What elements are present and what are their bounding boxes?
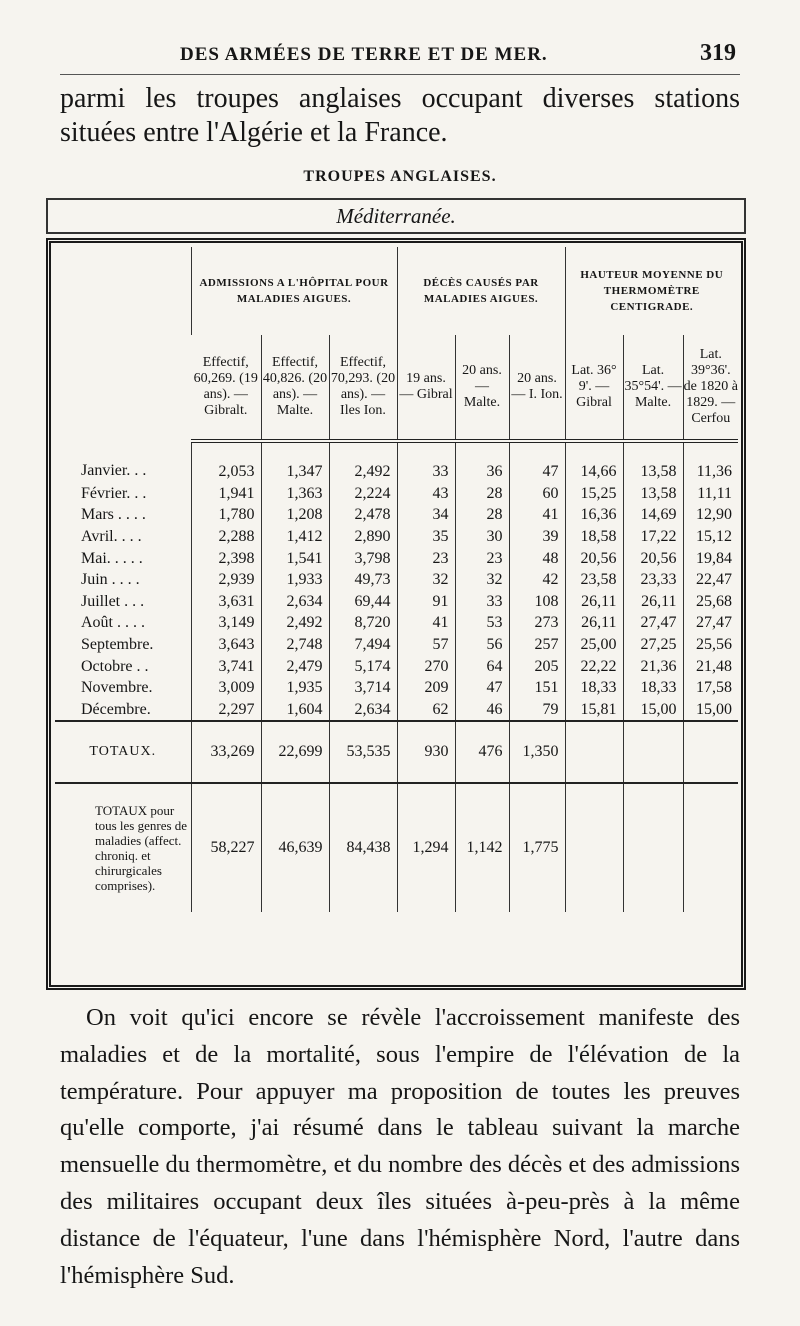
table-cell: 27,25 (623, 634, 683, 656)
table-cell: 42 (509, 569, 565, 591)
month-label: Janvier. . . (81, 462, 147, 480)
table-cell: 22,47 (683, 569, 738, 591)
table-cell: 18,33 (565, 677, 623, 699)
table-cell: 47 (455, 677, 509, 699)
table-cell: 19,84 (683, 547, 738, 569)
table-cell: 43 (397, 483, 455, 505)
table-row (55, 677, 738, 699)
month-label: Octobre . . (81, 657, 149, 675)
outro-paragraph (60, 1000, 740, 1294)
table-cell: 27,47 (683, 612, 738, 634)
table-cell: 91 (397, 591, 455, 613)
table-cell: 11,36 (683, 441, 738, 483)
table-row (55, 591, 738, 613)
table-cell: 151 (509, 677, 565, 699)
table-cell: 20,56 (565, 547, 623, 569)
table-cell: 17,22 (623, 526, 683, 548)
table-cell: 1,347 (261, 441, 329, 483)
table-cell: 3,149 (191, 612, 261, 634)
table-cell: 1,775 (509, 783, 565, 912)
column-header: Lat. 36° 9'. — Gibral (565, 335, 623, 441)
table-cell: 2,479 (261, 655, 329, 677)
totals-row (55, 721, 738, 783)
table-cell: 7,494 (329, 634, 397, 656)
table-cell: 49,73 (329, 569, 397, 591)
table-cell: 14,69 (623, 504, 683, 526)
month-label: Mai. . . . . (81, 549, 143, 567)
table-cell: 30 (455, 526, 509, 548)
month-rows (55, 441, 738, 721)
table-cell: 20,56 (623, 547, 683, 569)
table-cell: 476 (455, 721, 509, 783)
table-cell: 64 (455, 655, 509, 677)
page-number: 319 (700, 40, 736, 66)
table-cell: 11,11 (683, 483, 738, 505)
table-cell: 41 (509, 504, 565, 526)
table-row (55, 699, 738, 722)
table-cell: 15,81 (565, 699, 623, 722)
table-cell: 1,294 (397, 783, 455, 912)
table-cell: 25,68 (683, 591, 738, 613)
table-cell: 36 (455, 441, 509, 483)
table-cell: 17,58 (683, 677, 738, 699)
table-cell: 1,933 (261, 569, 329, 591)
table-cell: 15,12 (683, 526, 738, 548)
table-cell: 46 (455, 699, 509, 722)
column-header: 19 ans. — Gibral (397, 335, 455, 441)
table-cell: 23 (455, 547, 509, 569)
table-subtitle-bar (46, 198, 746, 234)
table-cell: 2,748 (261, 634, 329, 656)
table-cell: 3,741 (191, 655, 261, 677)
table-cell-empty (623, 783, 683, 912)
table-cell: 12,90 (683, 504, 738, 526)
table-cell: 28 (455, 483, 509, 505)
table-cell: 26,11 (565, 591, 623, 613)
table-cell: 62 (397, 699, 455, 722)
table-cell: 2,053 (191, 441, 261, 483)
table-cell: 2,634 (329, 699, 397, 722)
table-cell: 270 (397, 655, 455, 677)
table-cell: 205 (509, 655, 565, 677)
table-cell: 3,009 (191, 677, 261, 699)
running-title: DES ARMÉES DE TERRE ET DE MER. (180, 44, 548, 65)
table-cell: 79 (509, 699, 565, 722)
intro-paragraph: parmi les troupes anglaises occupant diverses stations situées entre l'Algérie et la France. (60, 83, 740, 148)
temperature-group-header: HAUTEUR MOYENNE DU THERMOMÈTRE CENTIGRADE. (565, 247, 738, 335)
table-cell: 273 (509, 612, 565, 634)
column-header: Effectif, 70,293. (20 ans). — Iles Ion. (329, 335, 397, 441)
table-cell: 16,36 (565, 504, 623, 526)
table-cell: 2,288 (191, 526, 261, 548)
month-label: Août . . . . (81, 614, 145, 632)
table-cell: 33 (455, 591, 509, 613)
outro-text: On voit qu'ici encore se révèle l'accroissement manifeste des maladies et de la mortalité, sous l'empire de l'élévation de la température. Pour appuyer ma proposition de toutes les preuves qu'elle comporte, j'ai résumé dans le tableau suivant la marche mensuelle du thermomètre, et du nombre des décès et des admissions des militaires occupant deux îles situées à-peu-près à la même distance de l'équateur, l'une dans l'hémisphère Nord, l'autre dans l'hémisphère Sud. (60, 1004, 740, 1289)
month-label: Novembre. (81, 679, 153, 697)
table-cell: 21,36 (623, 655, 683, 677)
table-cell: 27,47 (623, 612, 683, 634)
table-cell: 1,208 (261, 504, 329, 526)
table-cell-empty (623, 721, 683, 783)
table-cell: 1,363 (261, 483, 329, 505)
table-cell: 32 (455, 569, 509, 591)
table-cell: 18,58 (565, 526, 623, 548)
table-cell: 2,224 (329, 483, 397, 505)
table-group-header-row (55, 247, 738, 335)
table-cell: 53 (455, 612, 509, 634)
table-cell-empty (683, 721, 738, 783)
table-cell: 2,492 (261, 612, 329, 634)
table-row (55, 569, 738, 591)
table-cell: 1,941 (191, 483, 261, 505)
table-cell-empty (565, 721, 623, 783)
table-cell: 18,33 (623, 677, 683, 699)
table-cell: 13,58 (623, 483, 683, 505)
table-row (55, 504, 738, 526)
deces-group-header: DÉCÈS CAUSÉS PAR MALADIES AIGUES. (397, 247, 565, 335)
table-cell: 46,639 (261, 783, 329, 912)
table-cell-empty (565, 783, 623, 912)
table-cell: 15,25 (565, 483, 623, 505)
table-cell: 35 (397, 526, 455, 548)
month-label: Décembre. (81, 700, 151, 718)
table-cell: 22,22 (565, 655, 623, 677)
table-cell: 41 (397, 612, 455, 634)
table-cell: 23,33 (623, 569, 683, 591)
table-title: TROUPES ANGLAISES. (303, 168, 497, 185)
month-label: Février. . . (81, 484, 147, 502)
table-cell: 84,438 (329, 783, 397, 912)
table-cell: 2,634 (261, 591, 329, 613)
column-header: Lat. 39°36'. de 1820 à 1829. — Cerfou (683, 335, 738, 441)
statistics-table (55, 247, 738, 912)
table-cell: 60 (509, 483, 565, 505)
column-header: Effectif, 60,269. (19 ans). — Gibralt. (191, 335, 261, 441)
table-cell: 53,535 (329, 721, 397, 783)
table-cell: 209 (397, 677, 455, 699)
table-row (55, 441, 738, 483)
table-cell: 5,174 (329, 655, 397, 677)
table-cell: 33 (397, 441, 455, 483)
table-cell: 257 (509, 634, 565, 656)
table-row (55, 634, 738, 656)
row-label-header (55, 247, 191, 441)
column-header: Effectif, 40,826. (20 ans). — Malte. (261, 335, 329, 441)
table-cell: 25,00 (565, 634, 623, 656)
table-cell: 1,142 (455, 783, 509, 912)
table-cell: 15,00 (683, 699, 738, 722)
table-cell: 26,11 (565, 612, 623, 634)
table-cell: 32 (397, 569, 455, 591)
table-row (55, 547, 738, 569)
table-row (55, 655, 738, 677)
table-cell: 3,643 (191, 634, 261, 656)
table-cell: 1,541 (261, 547, 329, 569)
table-cell: 3,714 (329, 677, 397, 699)
grand-totals-label: TOTAUX pour tous les genres de maladies (affect. chroniq. et chirurgicales comprises). (95, 803, 188, 894)
table-cell: 930 (397, 721, 455, 783)
running-header (60, 40, 740, 75)
column-header: Lat. 35°54'. — Malte. (623, 335, 683, 441)
table-cell: 14,66 (565, 441, 623, 483)
column-header: 20 ans. — Malte. (455, 335, 509, 441)
table-cell: 58,227 (191, 783, 261, 912)
table-cell: 108 (509, 591, 565, 613)
table-cell: 2,398 (191, 547, 261, 569)
table-cell: 1,604 (261, 699, 329, 722)
table-cell: 3,798 (329, 547, 397, 569)
table-cell: 1,780 (191, 504, 261, 526)
table-cell: 34 (397, 504, 455, 526)
table-cell: 23,58 (565, 569, 623, 591)
table-cell: 23 (397, 547, 455, 569)
table-cell: 13,58 (623, 441, 683, 483)
table-row (55, 612, 738, 634)
table-cell: 2,939 (191, 569, 261, 591)
table-cell: 8,720 (329, 612, 397, 634)
totals-label: TOTAUX. (55, 721, 191, 783)
table-cell: 1,935 (261, 677, 329, 699)
table-cell: 15,00 (623, 699, 683, 722)
table-cell: 1,350 (509, 721, 565, 783)
table-cell: 28 (455, 504, 509, 526)
grand-totals-row (55, 783, 738, 912)
table-row (55, 526, 738, 548)
month-label: Septembre. (81, 636, 154, 654)
table-cell: 56 (455, 634, 509, 656)
table-cell-empty (683, 783, 738, 912)
table-cell: 22,699 (261, 721, 329, 783)
table-cell: 3,631 (191, 591, 261, 613)
table-cell: 57 (397, 634, 455, 656)
statistics-table-frame (46, 238, 746, 990)
table-cell: 2,478 (329, 504, 397, 526)
table-cell: 69,44 (329, 591, 397, 613)
table-row (55, 483, 738, 505)
table-cell: 2,297 (191, 699, 261, 722)
table-cell: 39 (509, 526, 565, 548)
table-cell: 47 (509, 441, 565, 483)
table-cell: 48 (509, 547, 565, 569)
table-cell: 1,412 (261, 526, 329, 548)
month-label: Mars . . . . (81, 506, 146, 524)
table-cell: 2,890 (329, 526, 397, 548)
month-label: Juillet . . . (81, 592, 145, 610)
table-cell: 33,269 (191, 721, 261, 783)
table-cell: 21,48 (683, 655, 738, 677)
table-cell: 26,11 (623, 591, 683, 613)
table-cell: 2,492 (329, 441, 397, 483)
admissions-group-header: ADMISSIONS A L'HÔPITAL POUR MALADIES AIGUES. (191, 247, 397, 335)
table-subtitle: Méditerranée. (336, 204, 456, 228)
table-cell: 25,56 (683, 634, 738, 656)
month-label: Juin . . . . (81, 571, 140, 589)
month-label: Avril. . . . (81, 528, 142, 546)
column-header: 20 ans. — I. Ion. (509, 335, 565, 441)
